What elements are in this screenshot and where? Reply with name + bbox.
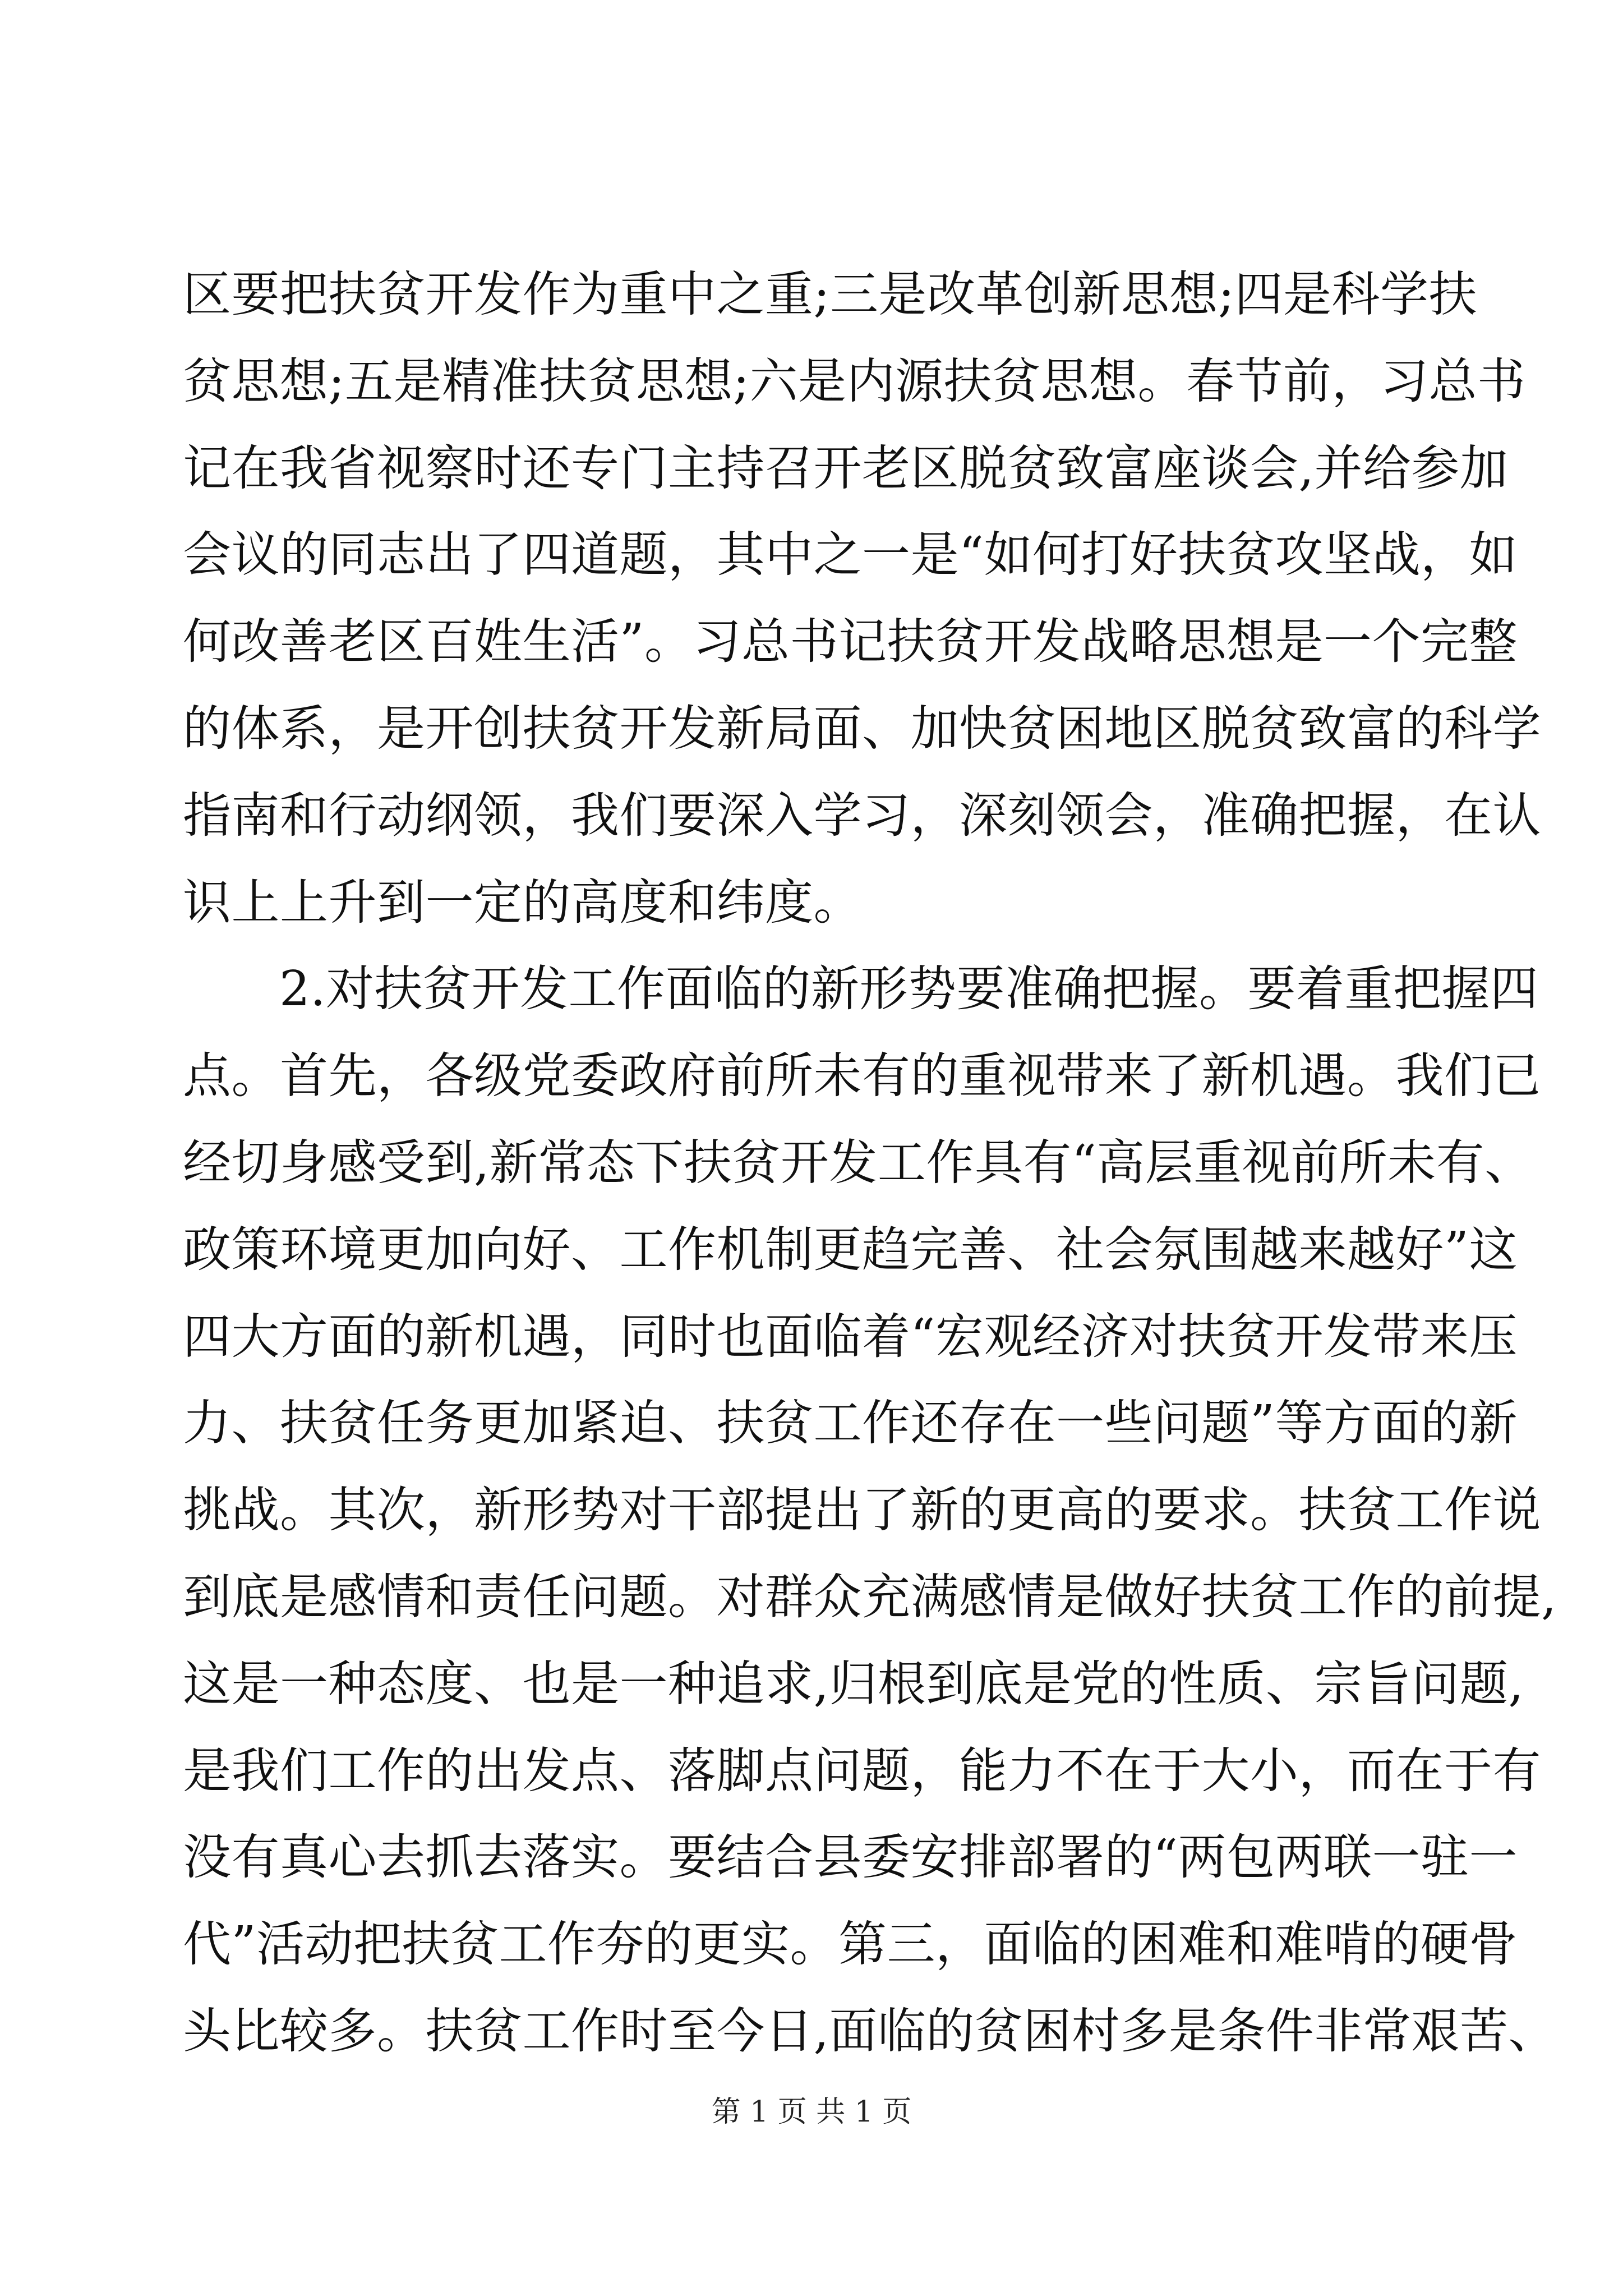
text-line: 指南和行动纲领，我们要深入学习，深刻领会，准确把握，在认 [183, 787, 1541, 844]
text-line: 这是一种态度、也是一种追求,归根到底是党的性质、宗旨问题, [183, 1655, 1524, 1712]
text-line: 政策环境更加向好、工作机制更趋完善、社会氛围越来越好”这 [183, 1221, 1518, 1278]
text-line: 四大方面的新机遇，同时也面临着“宏观经济对扶贫开发带来压 [183, 1308, 1518, 1365]
body-text [183, 251, 1557, 2075]
text-line: 头比较多。扶贫工作时至今日,面临的贫困村多是条件非常艰苦、 [183, 2003, 1557, 2059]
text-line: 经切身感受到,新常态下扶贫开发工作具有“高层重视前所未有、 [183, 1134, 1533, 1191]
text-line: 力、扶贫任务更加紧迫、扶贫工作还存在一些问题”等方面的新 [183, 1395, 1518, 1452]
page-number-footer: 第 1 页 共 1 页 [711, 2095, 912, 2129]
text-line: 代”活动把扶贫工作夯的更实。第三，面临的困难和难啃的硬骨 [183, 1916, 1518, 1973]
text-line: 识上上升到一定的高度和纬度。 [183, 874, 862, 931]
text-line: 没有真心去抓去落实。要结合县委安排部署的“两包两联一驻一 [183, 1829, 1518, 1886]
text-line: 点。首先，各级党委政府前所未有的重视带来了新机遇。我们已 [183, 1048, 1541, 1105]
text-line: 是我们工作的出发点、落脚点问题，能力不在于大小，而在于有 [183, 1742, 1541, 1799]
text-line: 到底是感情和责任问题。对群众充满感情是做好扶贫工作的前提, [183, 1568, 1557, 1625]
text-line: 2.对扶贫开发工作面临的新形势要准确把握。要着重把握四 [279, 961, 1539, 1018]
text-line: 贫思想;五是精准扶贫思想;六是内源扶贫思想。春节前，习总书 [183, 353, 1526, 409]
text-line: 记在我省视察时还专门主持召开老区脱贫致富座谈会,并给参加 [183, 440, 1509, 496]
text-line: 会议的同志出了四道题，其中之一是“如何打好扶贫攻坚战，如 [183, 527, 1518, 583]
text-line: 挑战。其次，新形势对干部提出了新的更高的要求。扶贫工作说 [183, 1482, 1541, 1539]
text-line: 何改善老区百姓生活”。习总书记扶贫开发战略思想是一个完整 [183, 614, 1518, 670]
text-line: 的体系，是开创扶贫开发新局面、加快贫困地区脱贫致富的科学 [183, 700, 1541, 757]
text-line: 区要把扶贫开发作为重中之重;三是改革创新思想;四是科学扶 [183, 266, 1477, 323]
